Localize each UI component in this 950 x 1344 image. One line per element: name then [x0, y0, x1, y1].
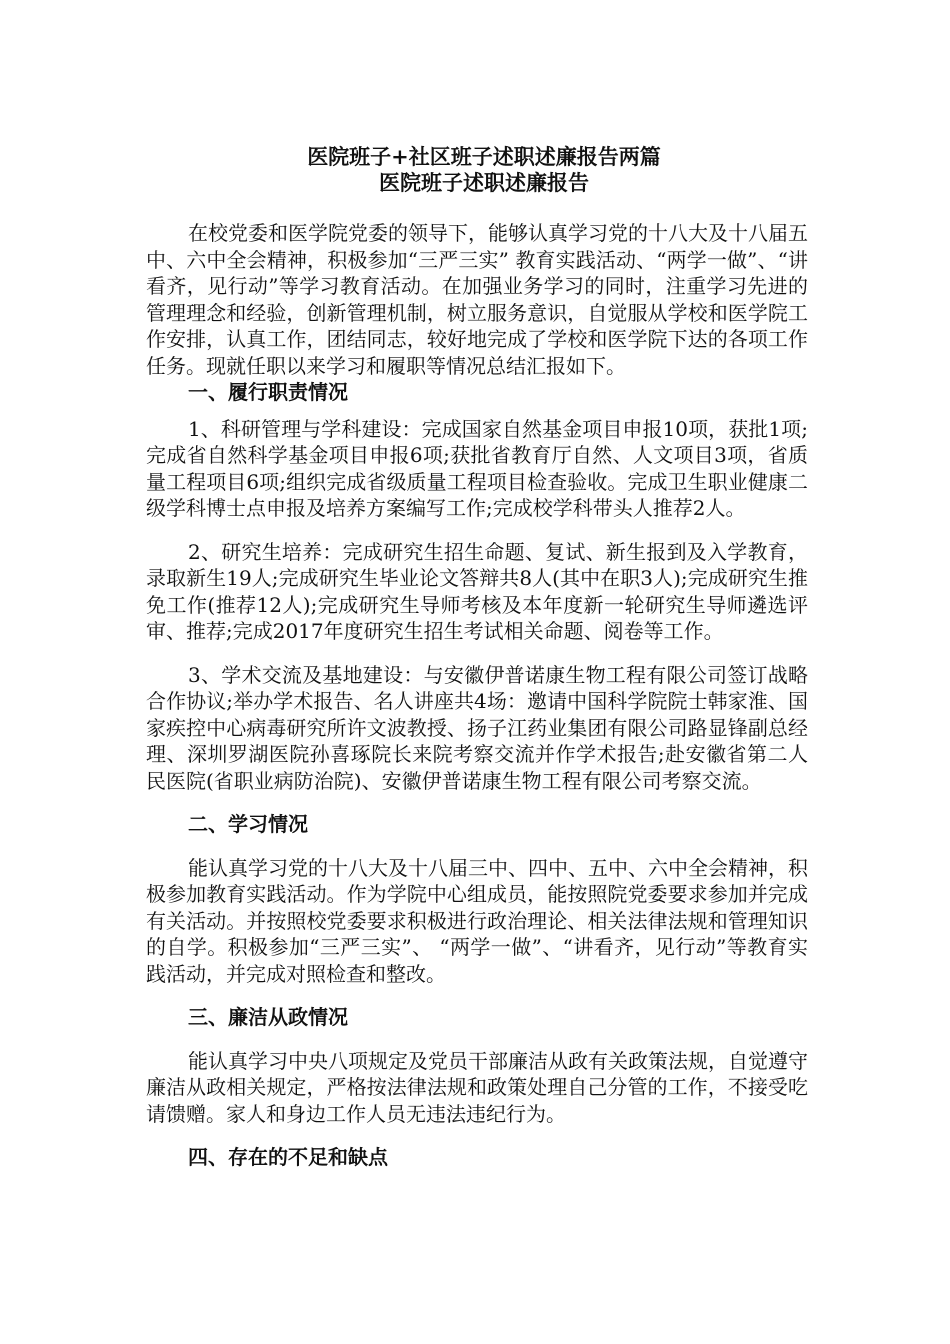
paragraph-integrity: 能认真学习中央八项规定及党员干部廉洁从政有关政策法规，自觉遵守廉洁从政相关规定，严格按法律法规和政策处理自己分管的工作，不接受吃请馈赠。家人和身边工作人员无违法违纪行为。 — [146, 1048, 808, 1126]
section-heading-duties: 一、履行职责情况 — [188, 380, 348, 404]
document-body — [146, 220, 808, 1171]
paragraph-study: 能认真学习党的十八大及十八届三中、四中、五中、六中全会精神，积极参加教育实践活动。作为学院中心组成员，能按照院党委要求参加并完成有关活动。并按照校党委要求积极进行政治理论、相关法律法规和管理知识的自学。积极参加“三严三实”、 “两学一做”、“讲看齐，见行动”等教育实践活动，并完成对照检查和整改。 — [146, 855, 808, 986]
section-heading-integrity: 三、廉洁从政情况 — [188, 1005, 348, 1029]
paragraph-research-management: 1、科研管理与学科建设：完成国家自然基金项目申报10项，获批1项;完成省自然科学基金项目申报6项;获批省教育厅自然、人文项目3项，省质量工程项目6项;组织完成省级质量工程项目检查验收。完成卫生职业健康二级学科博士点申报及培养方案编写工作;完成校学科带头人推荐2人。 — [146, 416, 808, 520]
paragraph-academic-exchange: 3、学术交流及基地建设：与安徽伊普诺康生物工程有限公司签订战略合作协议;举办学术报告、名人讲座共4场：邀请中国科学院院士韩家淮、国家疾控中心病毒研究所许文波教授、扬子江药业集团有限公司路显锋副总经理、深圳罗湖医院孙喜琢院长来院考察交流并作学术报告;赴安徽省第二人民医院(省职业病防治院)、安徽伊普诺康生物工程有限公司考察交流。 — [146, 662, 808, 793]
section-heading-study: 二、学习情况 — [188, 812, 308, 836]
intro-paragraph: 在校党委和医学院党委的领导下，能够认真学习党的十八大及十八届五中、六中全会精神，积极参加“三严三实” 教育实践活动、“两学一做”、“讲看齐，见行动”等学习教育活动。在加强业务学习的同时，注重学习先进的管理理念和经验，创新管理机制，树立服务意识，自觉服从学校和医学院工作安排，认真工作，团结同志，较好地完成了学校和医学院下达的各项工作任务。现就任职以来学习和履职等情况总结汇报如下。 — [146, 221, 808, 378]
document-title: 医院班子+社区班子述职述廉报告两篇 — [307, 144, 661, 169]
document-subtitle: 医院班子述职述廉报告 — [379, 170, 589, 195]
document-page — [146, 144, 808, 1171]
section-heading-shortcomings: 四、存在的不足和缺点 — [188, 1145, 388, 1169]
paragraph-graduate-training: 2、研究生培养：完成研究生招生命题、复试、新生报到及入学教育，录取新生19人;完成研究生毕业论文答辩共8人(其中在职3人);完成研究生推免工作(推荐12人);完成研究生导师考核及本年度新一轮研究生导师遴选评审、推荐;完成2017年度研究生招生考试相关命题、阅卷等工作。 — [146, 539, 808, 643]
